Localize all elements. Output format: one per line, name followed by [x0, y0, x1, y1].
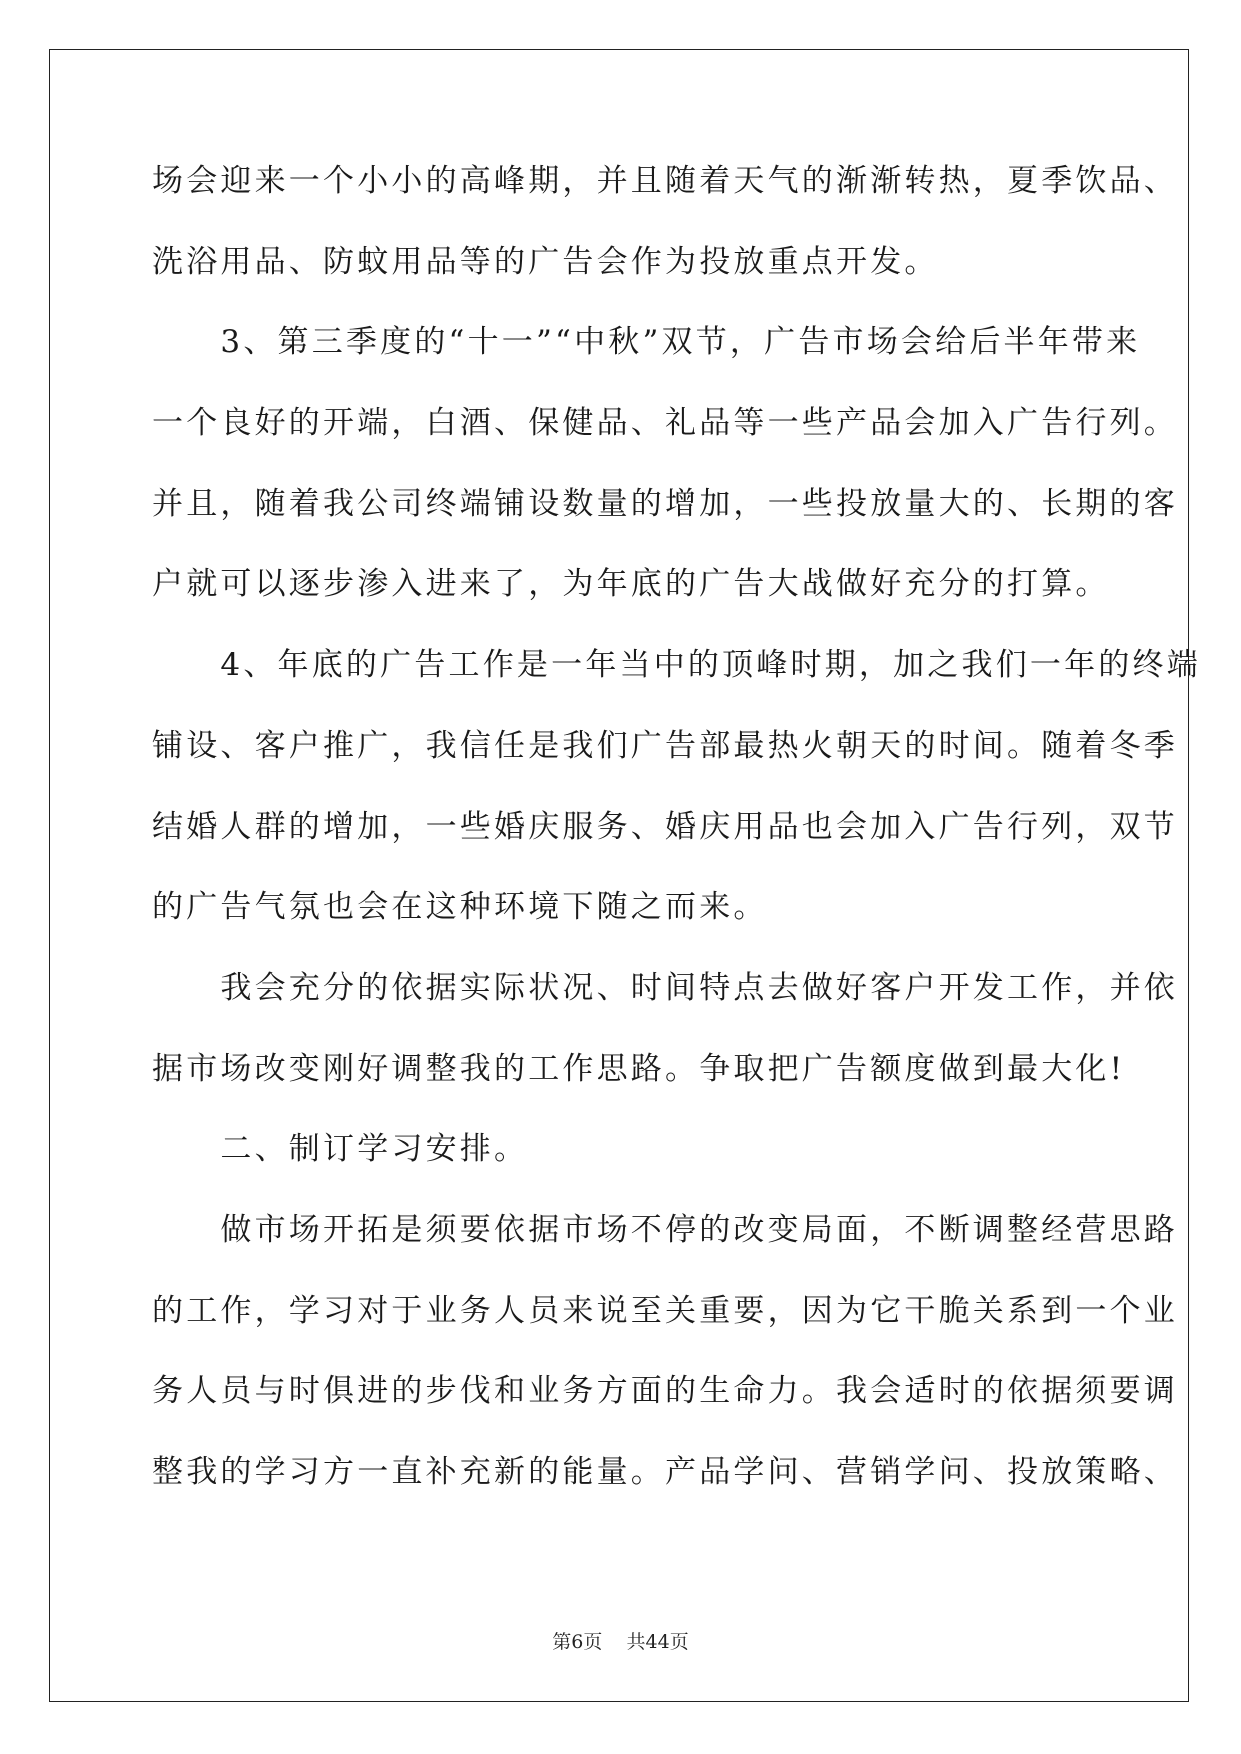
- text-line: 整我的学习方一直补充新的能量。产品学问、营销学问、投放策略、: [152, 1454, 1178, 1490]
- text-line: 铺设、客户推广，我信任是我们广告部最热火朝天的时间。随着冬季: [152, 727, 1178, 764]
- text-line: 务人员与时俱进的步伐和业务方面的生命力。我会适时的依据须要调: [152, 1373, 1178, 1410]
- text-line: 据市场改变刚好调整我的工作思路。争取把广告额度做到最大化!: [152, 1050, 1126, 1087]
- text-line: 我会充分的依据实际状况、时间特点去做好客户开发工作，并依: [152, 969, 1178, 1006]
- text-line: 的工作，学习对于业务人员来说至关重要，因为它干脆关系到一个业: [152, 1292, 1178, 1329]
- text-line: 的广告气氛也会在这种环境下随之而来。: [152, 889, 768, 926]
- text-line: 场会迎来一个小小的高峰期，并且随着天气的渐渐转热，夏季饮品、: [152, 163, 1178, 199]
- text-line: 洗浴用品、防蚊用品等的广告会作为投放重点开发。: [152, 243, 939, 280]
- text-line: 4、年底的广告工作是一年当中的顶峰时期，加之我们一年的终端: [152, 647, 1201, 684]
- text-line: 一个良好的开端，白酒、保健品、礼品等一些产品会加入广告行列。: [152, 405, 1178, 442]
- text-line: 结婚人群的增加，一些婚庆服务、婚庆用品也会加入广告行列，双节: [152, 808, 1178, 845]
- text-line: 3、第三季度的“十一”“中秋”双节，广告市场会给后半年带来: [152, 324, 1141, 361]
- text-line: 做市场开拓是须要依据市场不停的改变局面，不断调整经营思路: [152, 1211, 1178, 1248]
- page-number-footer: 第6页 共44页: [552, 1631, 689, 1653]
- text-line: 二、制订学习安排。: [152, 1131, 529, 1168]
- text-line: 户就可以逐步渗入进来了，为年底的广告大战做好充分的打算。: [152, 566, 1110, 603]
- document-body: [152, 148, 1201, 1520]
- text-line: 并且，随着我公司终端铺设数量的增加，一些投放量大的、长期的客: [152, 485, 1178, 522]
